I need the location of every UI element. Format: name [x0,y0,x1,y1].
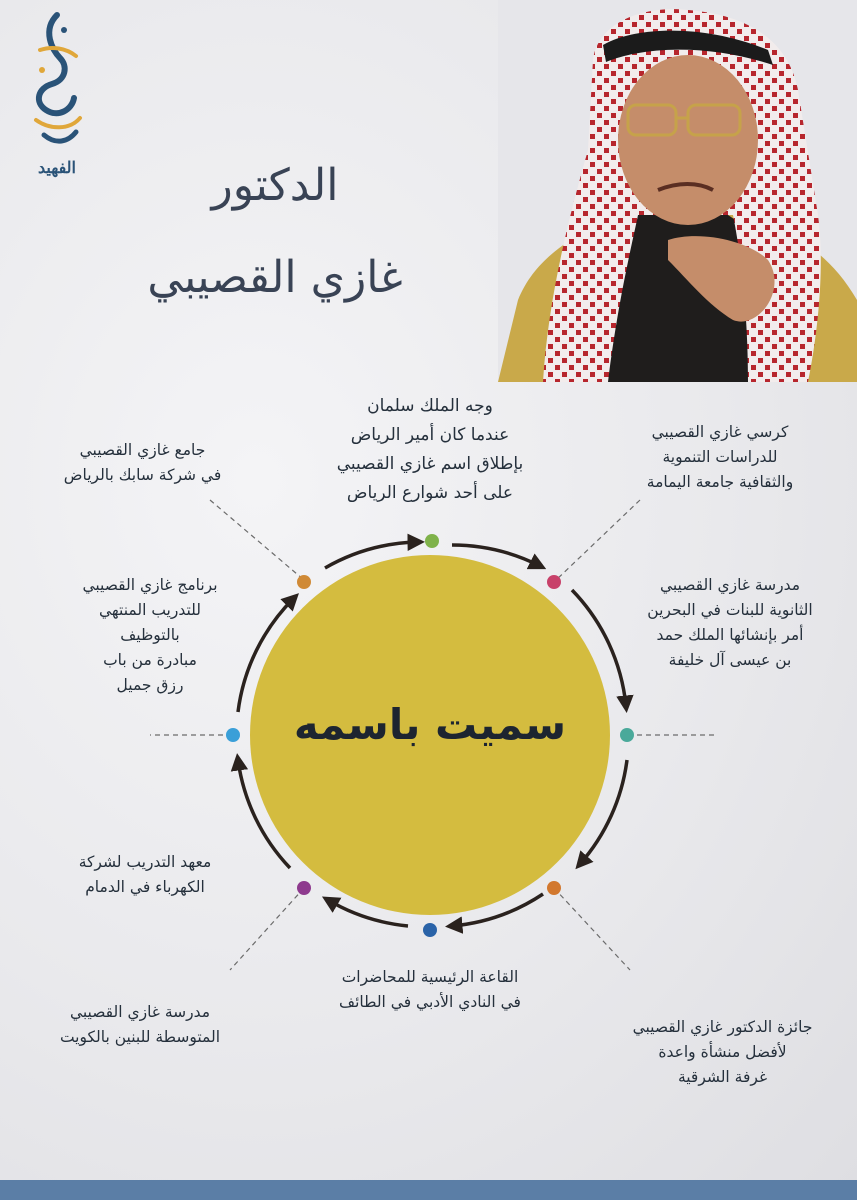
connector-bottom-right [554,888,630,970]
node-top-text: وجه الملك سلمان عندما كان أمير الرياض بإطلاق اسم غازي القصيبي على أحد شوارع الرياض [336,396,524,503]
dot-bottom-left [297,881,311,895]
footer-bar [0,1180,857,1200]
center-label: سميت باسمه [293,700,567,749]
dot-bottom [423,923,437,937]
node-bottom-right-text: جائزة الدكتور غازي القصيبي لأفضل منشأة واعدة غرفة الشرقية [632,1018,813,1086]
connector-bottom-left [230,888,304,970]
node-bottom-left-text: مدرسة غازي القصيبي المتوسطة للبنين بالكويت [59,1003,221,1046]
dot-top-left [297,575,311,589]
node-top-right-text: كرسي غازي القصيبي للدراسات التنموية والثقافية جامعة اليمامة [646,423,794,491]
node-top-left-text: جامع غازي القصيبي في شركة سابك بالرياض [63,441,222,484]
dot-bottom-right [547,881,561,895]
logo-wordmark: الفهيد [37,158,76,177]
dot-top [425,534,439,548]
dot-left [226,728,240,742]
dot-top-right [547,575,561,589]
node-right-text: مدرسة غازي القصيبي الثانوية للبنات في البحرين أمر بإنشائها الملك حمد بن عيسى آل خليفة [647,576,813,669]
node-left-lower-text: معهد التدريب لشركة الكهرباء في الدمام [78,853,212,896]
node-left-text: برنامج غازي القصيبي للتدريب المنتهي بالتوظيف مبادرة من باب رزق جميل [82,576,218,694]
connector-top-left [210,500,304,580]
title-line-2: غازي القصيبي [147,252,403,303]
node-bottom-text: القاعة الرئيسية للمحاضرات في النادي الأدبي في الطائف [339,968,521,1011]
dot-right [620,728,634,742]
title-line-1: الدكتور [211,160,339,211]
connector-top-right [554,500,640,582]
